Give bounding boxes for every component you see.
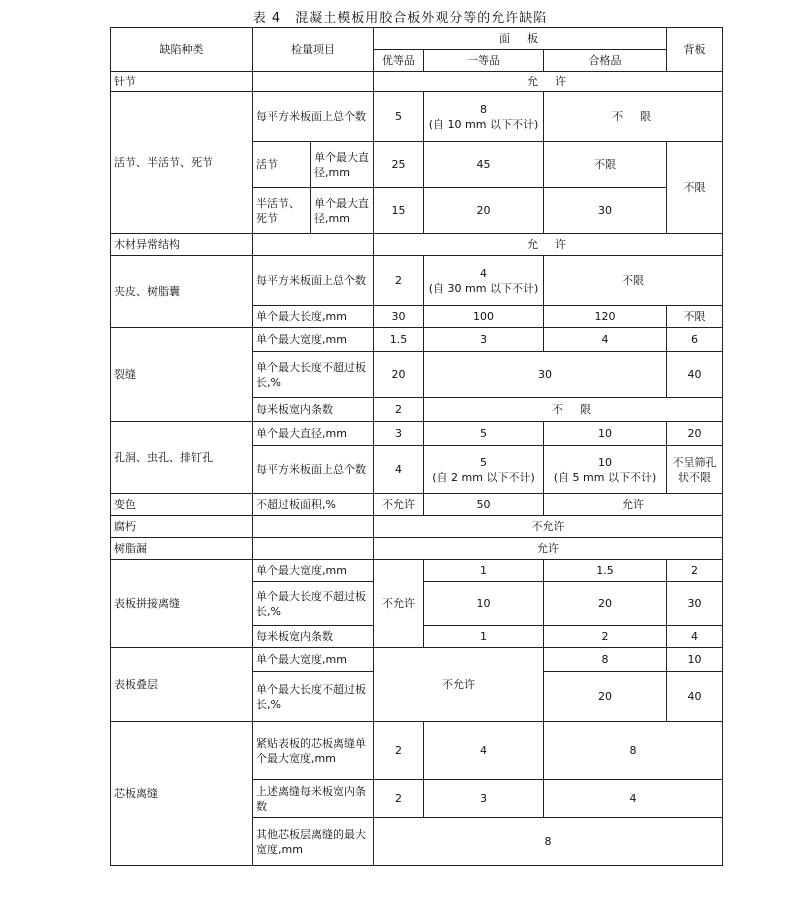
- inspection-item: 每平方米板面上总个数: [253, 446, 374, 494]
- defect-table: [110, 27, 723, 866]
- header-grade-excellent: 优等品: [374, 50, 424, 72]
- inspection-item: 单个最大直径,mm: [311, 188, 374, 234]
- inspection-item: 单个最大长度不超过板长,%: [253, 672, 374, 722]
- value-cell: 1: [424, 560, 544, 582]
- value-cell: 2: [374, 256, 424, 306]
- value-cell: 10: [667, 648, 723, 672]
- value-text: 4: [480, 266, 487, 280]
- table-row: [111, 256, 723, 306]
- header-row: [111, 28, 723, 50]
- value-cell: 4: [544, 780, 723, 818]
- value-cell: 8: [544, 722, 723, 780]
- inspection-item: 不超过板面积,%: [253, 494, 374, 516]
- value-cell: 30: [544, 188, 667, 234]
- value-cell: 不允许: [374, 516, 723, 538]
- value-cell: 3: [424, 780, 544, 818]
- value-note: (自 5 mm 以下不计): [553, 470, 657, 484]
- table-row: [111, 560, 723, 582]
- value-cell: 8: [544, 648, 667, 672]
- value-cell: 15: [374, 188, 424, 234]
- inspection-item: 单个最大宽度,mm: [253, 648, 374, 672]
- value-cell: 45: [424, 142, 544, 188]
- value-cell: 10: [424, 582, 544, 626]
- value-cell: 不允许: [374, 560, 424, 648]
- value-cell: 8: [374, 818, 723, 866]
- value-cell: 40: [667, 672, 723, 722]
- header-back-board: 背板: [667, 28, 723, 72]
- value-cell: [424, 446, 544, 494]
- header-defect-type: 缺陷种类: [111, 28, 253, 72]
- value-cell: [424, 256, 544, 306]
- inspection-item: 单个最大宽度,mm: [253, 328, 374, 352]
- value-cell: [424, 92, 544, 142]
- table-row: [111, 72, 723, 92]
- value-cell: 20: [544, 582, 667, 626]
- table-row: [111, 234, 723, 256]
- table-row: [111, 538, 723, 560]
- defect-label: 表板拼接离缝: [111, 560, 253, 648]
- value-cell: 允 许: [374, 72, 723, 92]
- value-cell: 40: [667, 352, 723, 398]
- header-inspection-item: 检量项目: [253, 28, 374, 72]
- table-title: 表 4 混凝土模板用胶合板外观分等的允许缺陷: [252, 11, 548, 26]
- value-cell: 4: [544, 328, 667, 352]
- value-cell: 3: [374, 422, 424, 446]
- value-cell: 3: [424, 328, 544, 352]
- defect-label: 木材异常结构: [111, 234, 253, 256]
- value-cell: 5: [374, 92, 424, 142]
- defect-label: 腐朽: [111, 516, 253, 538]
- value-note: (自 2 mm 以下不计): [432, 470, 535, 484]
- value-cell: 50: [424, 494, 544, 516]
- inspection-item: 紧贴表板的芯板离缝单个最大宽度,mm: [253, 722, 374, 780]
- value-cell: 不允许: [374, 494, 424, 516]
- value-cell: 4: [667, 626, 723, 648]
- table-row: [111, 722, 723, 780]
- header-grade-qualified: 合格品: [544, 50, 667, 72]
- defect-label: 芯板离缝: [111, 722, 253, 866]
- value-cell: 2: [374, 398, 424, 422]
- value-text: 10: [598, 455, 612, 469]
- value-cell: 不限: [544, 256, 723, 306]
- inspection-item: 每平方米板面上总个数: [253, 92, 374, 142]
- table-row: [111, 422, 723, 446]
- value-cell: 20: [424, 188, 544, 234]
- defect-label: 孔洞、虫孔、排钉孔: [111, 422, 253, 494]
- table-row: [111, 494, 723, 516]
- defect-label: 针节: [111, 72, 253, 92]
- inspection-item: 每米板宽内条数: [253, 398, 374, 422]
- value-cell: 20: [374, 352, 424, 398]
- value-cell: 120: [544, 306, 667, 328]
- value-cell: 30: [424, 352, 667, 398]
- empty-cell: [253, 516, 374, 538]
- value-cell: 5: [424, 422, 544, 446]
- inspection-item: 单个最大长度不超过板长,%: [253, 352, 374, 398]
- empty-cell: [253, 234, 374, 256]
- inspection-item: 其他芯板层离缝的最大宽度,mm: [253, 818, 374, 866]
- value-cell: 允 许: [374, 234, 723, 256]
- value-cell: 2: [374, 780, 424, 818]
- value-cell: 允许: [544, 494, 723, 516]
- value-cell: 1: [424, 626, 544, 648]
- inspection-item: 单个最大直径,mm: [311, 142, 374, 188]
- sub-item: 活节: [253, 142, 311, 188]
- inspection-item: 单个最大宽度,mm: [253, 560, 374, 582]
- value-cell: 4: [374, 446, 424, 494]
- value-text: 8: [480, 102, 487, 116]
- value-cell: 1.5: [374, 328, 424, 352]
- defect-label: 变色: [111, 494, 253, 516]
- value-cell: 2: [374, 722, 424, 780]
- value-note: (自 30 mm 以下不计): [428, 281, 539, 295]
- empty-cell: [253, 538, 374, 560]
- value-cell: 不允许: [374, 648, 544, 722]
- value-cell: 20: [667, 422, 723, 446]
- value-cell: 不 限: [544, 92, 723, 142]
- value-cell: 不 限: [424, 398, 723, 422]
- table-row: [111, 516, 723, 538]
- value-cell: 25: [374, 142, 424, 188]
- header-grade-first: 一等品: [424, 50, 544, 72]
- value-cell: 30: [667, 582, 723, 626]
- value-note: (自 10 mm 以下不计): [428, 117, 539, 131]
- value-cell: 10: [544, 422, 667, 446]
- value-cell: [544, 446, 667, 494]
- table-row: [111, 648, 723, 672]
- value-cell: 不呈筛孔状不限: [667, 446, 723, 494]
- empty-cell: [253, 72, 374, 92]
- inspection-item: 每米板宽内条数: [253, 626, 374, 648]
- value-cell: 20: [544, 672, 667, 722]
- inspection-item: 单个最大长度不超过板长,%: [253, 582, 374, 626]
- table-row: [111, 92, 723, 142]
- table-row: [111, 328, 723, 352]
- value-cell: 6: [667, 328, 723, 352]
- value-cell: 1.5: [544, 560, 667, 582]
- value-cell: 不限: [667, 306, 723, 328]
- defect-label: 裂缝: [111, 328, 253, 422]
- inspection-item: 单个最大直径,mm: [253, 422, 374, 446]
- value-cell: 2: [544, 626, 667, 648]
- header-face-board: 面 板: [374, 28, 667, 50]
- value-cell: 100: [424, 306, 544, 328]
- defect-label: 夹皮、树脂囊: [111, 256, 253, 328]
- defect-label: 活节、半活节、死节: [111, 92, 253, 234]
- value-cell: 不限: [667, 142, 723, 234]
- value-cell: 不限: [544, 142, 667, 188]
- inspection-item: 上述离缝每米板宽内条数: [253, 780, 374, 818]
- value-cell: 2: [667, 560, 723, 582]
- value-cell: 允许: [374, 538, 723, 560]
- defect-label: 树脂漏: [111, 538, 253, 560]
- value-cell: 30: [374, 306, 424, 328]
- value-cell: 4: [424, 722, 544, 780]
- inspection-item: 单个最大长度,mm: [253, 306, 374, 328]
- defect-label: 表板叠层: [111, 648, 253, 722]
- sub-item: 半活节、死节: [253, 188, 311, 234]
- value-text: 5: [480, 455, 487, 469]
- inspection-item: 每平方米板面上总个数: [253, 256, 374, 306]
